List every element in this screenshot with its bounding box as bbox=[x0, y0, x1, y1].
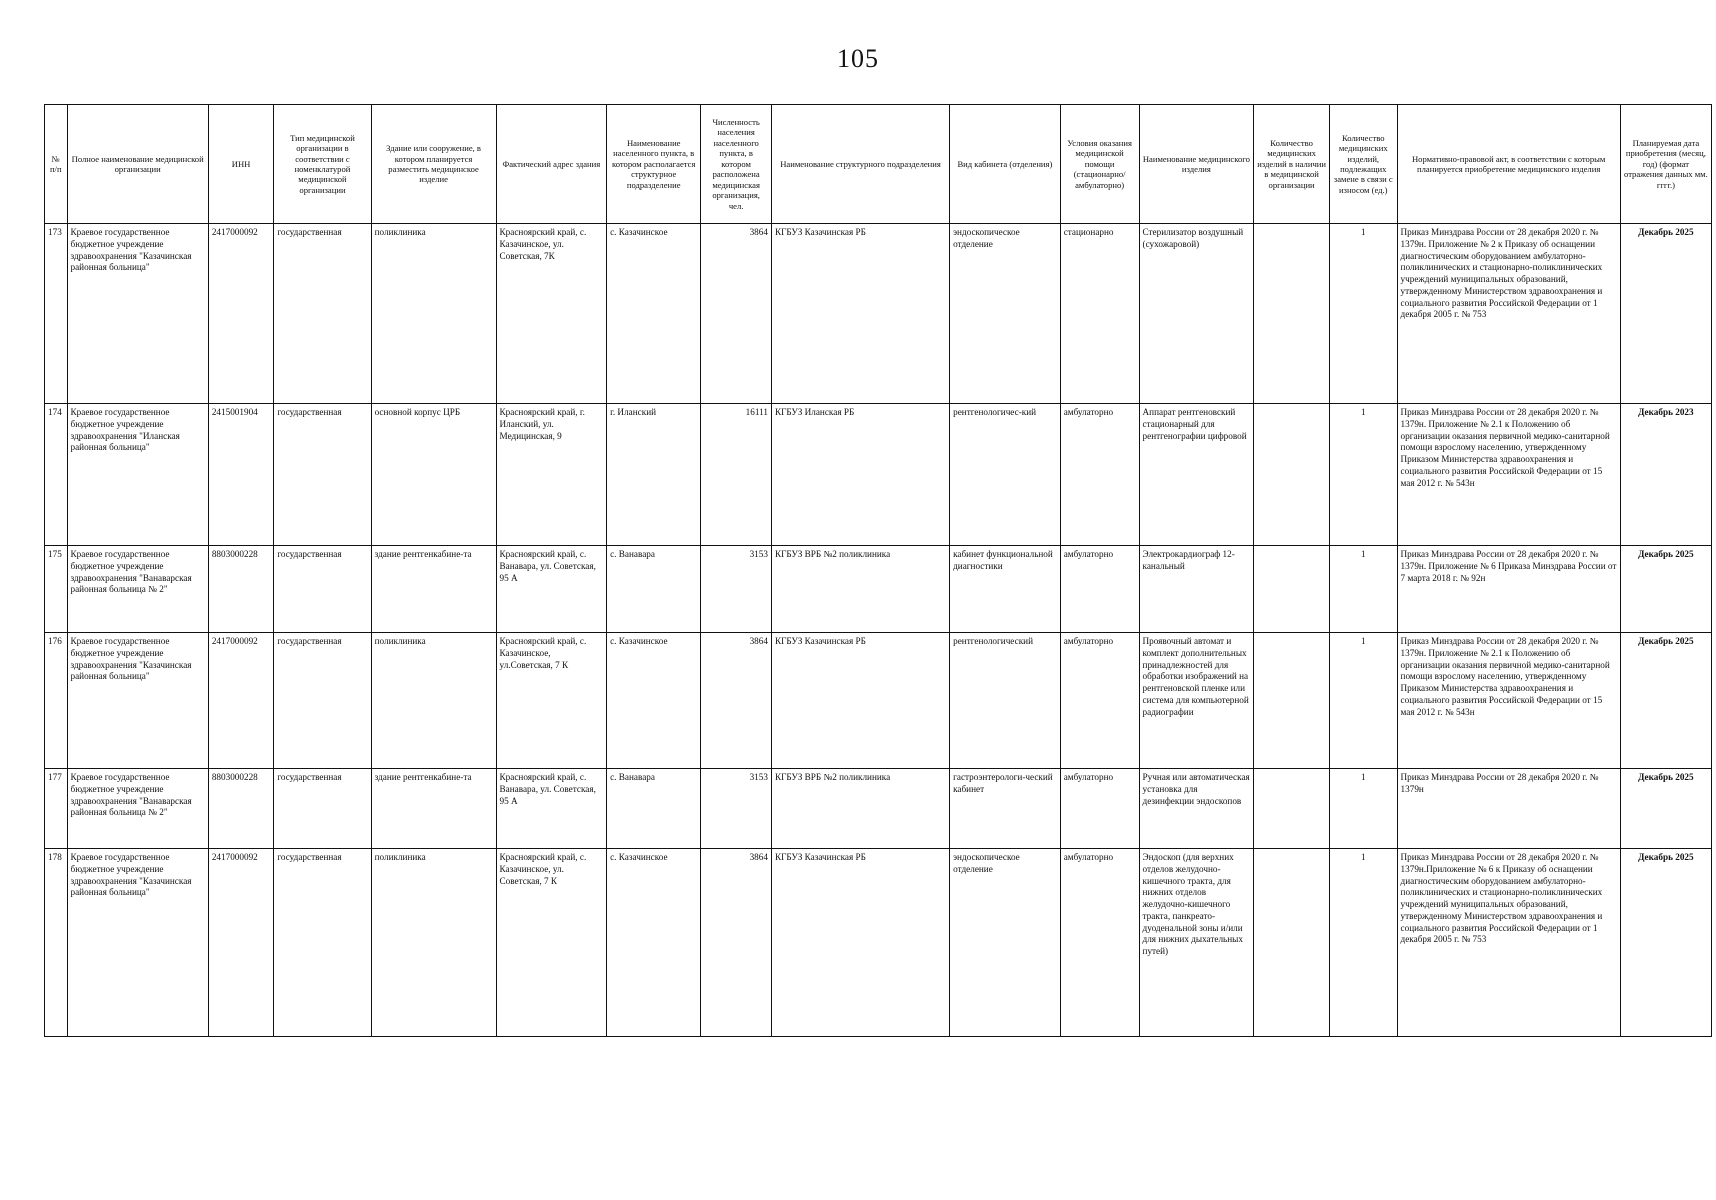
qty-replace: 1 bbox=[1329, 546, 1397, 633]
building: здание рентгенкабине-та bbox=[371, 769, 496, 849]
legal-act: Приказ Минздрава России от 28 декабря 2020 г. № 1379н. Приложение № 2 к Приказу об оснащении диагностическим оборудованием амбулаторно-поликлинических и стационарно-поликлинических учреждений муниципальных образований, утвержденному Министерством здравоохранения и социального развития Российской Федерации от 1 декабря 2005 г. № 753 bbox=[1397, 224, 1620, 404]
population: 16111 bbox=[701, 404, 772, 546]
purchase-date: Декабрь 2023 bbox=[1620, 404, 1711, 546]
device: Эндоскоп (для верхних отделов желудочно-кишечного тракта, для нижних отделов желудочно-кишечного тракта, панкреато-дуоденальной зоны и/или для нижних дыхательных путей) bbox=[1139, 849, 1254, 1037]
building: поликлиника bbox=[371, 849, 496, 1037]
purchase-date: Декабрь 2025 bbox=[1620, 769, 1711, 849]
conditions: амбулаторно bbox=[1060, 633, 1139, 769]
org-name: Краевое государственное бюджетное учреждение здравоохранения "Ванаварская районная больница № 2" bbox=[67, 769, 208, 849]
org-type: государственная bbox=[274, 546, 371, 633]
header-cell: ИНН bbox=[208, 105, 274, 224]
legal-act: Приказ Минздрава России от 28 декабря 2020 г. № 1379н. Приложение № 2.1 к Положению об организации оказания первичной медико-санитарной помощи взрослому населению, утвержденному Приказом Министерства здравоохранения и социального развития Российской Федерации от 15 мая 2012 г. № 543н bbox=[1397, 404, 1620, 546]
header-cell: Фактический адрес здания bbox=[496, 105, 607, 224]
org-name: Краевое государственное бюджетное учреждение здравоохранения "Иланская районная больница" bbox=[67, 404, 208, 546]
cabinet: эндоскопическое отделение bbox=[950, 224, 1061, 404]
legal-act: Приказ Минздрава России от 28 декабря 2020 г. № 1379н bbox=[1397, 769, 1620, 849]
building: поликлиника bbox=[371, 633, 496, 769]
org-name: Краевое государственное бюджетное учреждение здравоохранения "Казачинская районная больница" bbox=[67, 633, 208, 769]
locality: с. Казачинское bbox=[607, 224, 701, 404]
population: 3864 bbox=[701, 633, 772, 769]
subdivision: КГБУЗ Казачинская РБ bbox=[771, 224, 949, 404]
qty-available bbox=[1254, 404, 1330, 546]
qty-replace: 1 bbox=[1329, 404, 1397, 546]
locality: с. Казачинское bbox=[607, 849, 701, 1037]
purchase-date: Декабрь 2025 bbox=[1620, 633, 1711, 769]
purchase-date: Декабрь 2025 bbox=[1620, 849, 1711, 1037]
inn: 2417000092 bbox=[208, 633, 274, 769]
header-cell: Планируемая дата приобретения (месяц, год) (формат отражения данных мм. гггг.) bbox=[1620, 105, 1711, 224]
device: Стерилизатор воздушный (сухожаровой) bbox=[1139, 224, 1254, 404]
header-cell: Полное наименование медицинской организации bbox=[67, 105, 208, 224]
org-name: Краевое государственное бюджетное учреждение здравоохранения "Ванаварская районная больница № 2" bbox=[67, 546, 208, 633]
device: Аппарат рентгеновский стационарный для рентгенографии цифровой bbox=[1139, 404, 1254, 546]
header-cell: Количество медицинских изделий, подлежащих замене в связи с износом (ед.) bbox=[1329, 105, 1397, 224]
inn: 8803000228 bbox=[208, 769, 274, 849]
locality: с. Ванавара bbox=[607, 546, 701, 633]
header-cell: № п/п bbox=[45, 105, 68, 224]
table-header-row bbox=[45, 105, 1712, 224]
row-number: 175 bbox=[45, 546, 68, 633]
legal-act: Приказ Минздрава России от 28 декабря 2020 г. № 1379н. Приложение № 2.1 к Положению об организации оказания первичной медико-санитарной помощи взрослому населению, утвержденному Приказом Министерства здравоохранения и социального развития Российской Федерации от 15 мая 2012 г. № 543н bbox=[1397, 633, 1620, 769]
qty-available bbox=[1254, 224, 1330, 404]
qty-replace: 1 bbox=[1329, 633, 1397, 769]
population: 3153 bbox=[701, 546, 772, 633]
address: Красноярский край, с. Казачинское, ул. Советская, 7 К bbox=[496, 849, 607, 1037]
cabinet: рентгенологичес-кий bbox=[950, 404, 1061, 546]
header-cell: Количество медицинских изделий в наличии в медицинской организации bbox=[1254, 105, 1330, 224]
row-number: 174 bbox=[45, 404, 68, 546]
header-cell: Тип медицинской организации в соответствии с номенклатурой медицинской организации bbox=[274, 105, 371, 224]
subdivision: КГБУЗ Казачинская РБ bbox=[771, 633, 949, 769]
row-number: 177 bbox=[45, 769, 68, 849]
subdivision: КГБУЗ ВРБ №2 поликлиника bbox=[771, 769, 949, 849]
locality: с. Казачинское bbox=[607, 633, 701, 769]
population: 3864 bbox=[701, 849, 772, 1037]
locality: г. Иланский bbox=[607, 404, 701, 546]
qty-replace: 1 bbox=[1329, 224, 1397, 404]
inn: 2415001904 bbox=[208, 404, 274, 546]
header-cell: Наименование населенного пункта, в котором располагается структурное подразделение bbox=[607, 105, 701, 224]
org-type: государственная bbox=[274, 224, 371, 404]
org-type: государственная bbox=[274, 769, 371, 849]
org-type: государственная bbox=[274, 404, 371, 546]
header-cell: Численность населения населенного пункта, в котором расположена медицинская организация, чел. bbox=[701, 105, 772, 224]
building: основной корпус ЦРБ bbox=[371, 404, 496, 546]
table-row bbox=[45, 224, 1712, 404]
inn: 2417000092 bbox=[208, 849, 274, 1037]
org-type: государственная bbox=[274, 849, 371, 1037]
header-cell: Наименование медицинского изделия bbox=[1139, 105, 1254, 224]
population: 3153 bbox=[701, 769, 772, 849]
subdivision: КГБУЗ Казачинская РБ bbox=[771, 849, 949, 1037]
inn: 2417000092 bbox=[208, 224, 274, 404]
page-number: 105 bbox=[837, 44, 879, 73]
qty-available bbox=[1254, 633, 1330, 769]
row-number: 173 bbox=[45, 224, 68, 404]
conditions: амбулаторно bbox=[1060, 849, 1139, 1037]
conditions: стационарно bbox=[1060, 224, 1139, 404]
header-cell: Нормативно-правовой акт, в соответствии с которым планируется приобретение медицинского изделия bbox=[1397, 105, 1620, 224]
address: Красноярский край, с. Казачинское, ул.Советская, 7 К bbox=[496, 633, 607, 769]
qty-available bbox=[1254, 849, 1330, 1037]
cabinet: эндоскопическое отделение bbox=[950, 849, 1061, 1037]
header-cell: Условия оказания медицинской помощи (стационарно/ амбулаторно) bbox=[1060, 105, 1139, 224]
purchase-date: Декабрь 2025 bbox=[1620, 546, 1711, 633]
conditions: амбулаторно bbox=[1060, 404, 1139, 546]
cabinet: рентгенологический bbox=[950, 633, 1061, 769]
address: Красноярский край, г. Иланский, ул. Медицинская, 9 bbox=[496, 404, 607, 546]
conditions: амбулаторно bbox=[1060, 769, 1139, 849]
locality: с. Ванавара bbox=[607, 769, 701, 849]
qty-available bbox=[1254, 769, 1330, 849]
qty-available bbox=[1254, 546, 1330, 633]
device: Ручная или автоматическая установка для дезинфекции эндоскопов bbox=[1139, 769, 1254, 849]
subdivision: КГБУЗ ВРБ №2 поликлиника bbox=[771, 546, 949, 633]
header-cell: Здание или сооружение, в котором планируется разместить медицинское изделие bbox=[371, 105, 496, 224]
conditions: амбулаторно bbox=[1060, 546, 1139, 633]
inn: 8803000228 bbox=[208, 546, 274, 633]
table-row bbox=[45, 404, 1712, 546]
table-row bbox=[45, 849, 1712, 1037]
table-row bbox=[45, 546, 1712, 633]
row-number: 178 bbox=[45, 849, 68, 1037]
org-name: Краевое государственное бюджетное учреждение здравоохранения "Казачинская районная больница" bbox=[67, 849, 208, 1037]
header-cell: Вид кабинета (отделения) bbox=[950, 105, 1061, 224]
table-row bbox=[45, 633, 1712, 769]
address: Красноярский край, с. Ванавара, ул. Советская, 95 А bbox=[496, 546, 607, 633]
cabinet: кабинет функциональной диагностики bbox=[950, 546, 1061, 633]
population: 3864 bbox=[701, 224, 772, 404]
header-cell: Наименование структурного подразделения bbox=[771, 105, 949, 224]
device: Проявочный автомат и комплект дополнительных принадлежностей для обработки изображений на рентгеновской пленке или система для компьютерной радиографии bbox=[1139, 633, 1254, 769]
equipment-table bbox=[44, 104, 1712, 1037]
row-number: 176 bbox=[45, 633, 68, 769]
subdivision: КГБУЗ Иланская РБ bbox=[771, 404, 949, 546]
device: Электрокардиограф 12-канальный bbox=[1139, 546, 1254, 633]
legal-act: Приказ Минздрава России от 28 декабря 2020 г. № 1379н. Приложение № 6 Приказа Минздрава России от 7 марта 2018 г. № 92н bbox=[1397, 546, 1620, 633]
address: Красноярский край, с. Казачинское, ул. Советская, 7К bbox=[496, 224, 607, 404]
qty-replace: 1 bbox=[1329, 849, 1397, 1037]
table-row bbox=[45, 769, 1712, 849]
org-name: Краевое государственное бюджетное учреждение здравоохранения "Казачинская районная больница" bbox=[67, 224, 208, 404]
purchase-date: Декабрь 2025 bbox=[1620, 224, 1711, 404]
building: здание рентгенкабине-та bbox=[371, 546, 496, 633]
legal-act: Приказ Минздрава России от 28 декабря 2020 г. № 1379н.Приложение № 6 к Приказу об оснащении диагностическим оборудованием амбулаторно-поликлинических и стационарно-поликлинических учреждений муниципальных образований, утвержденному Министерством здравоохранения и социального развития Российской Федерации от 1 декабря 2005 г. № 753 bbox=[1397, 849, 1620, 1037]
qty-replace: 1 bbox=[1329, 769, 1397, 849]
org-type: государственная bbox=[274, 633, 371, 769]
address: Красноярский край, с. Ванавара, ул. Советская, 95 А bbox=[496, 769, 607, 849]
cabinet: гастроэнтерологи-ческий кабинет bbox=[950, 769, 1061, 849]
building: поликлиника bbox=[371, 224, 496, 404]
